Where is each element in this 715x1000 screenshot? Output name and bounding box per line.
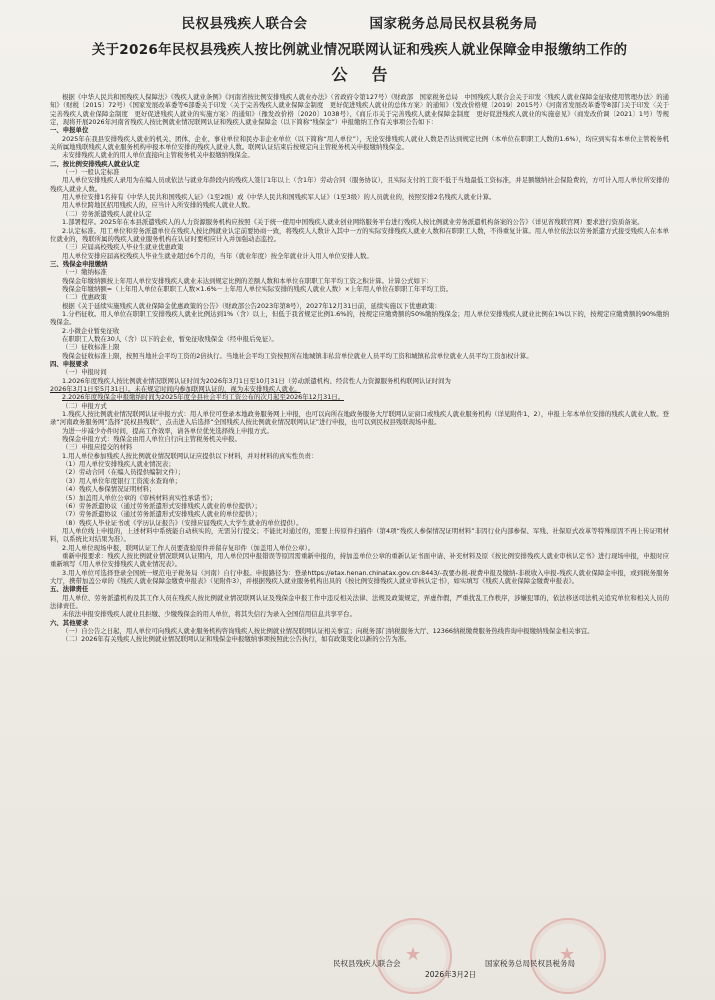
paragraph: 为进一步减少办件时间，提高工作效率，请各单位优先选择线上申报方式。 xyxy=(62,426,273,435)
paragraph: （二）申报方式 xyxy=(62,401,107,410)
issuers-line xyxy=(50,12,669,32)
paragraph: 2025年在我县安排残疾人就业的机关、团体、企业、事业单位和民办非企业单位（以下简称“用人单位”），无论安排残疾人就业人数是否达到规定比例（本单位在职职工人数的1.6%），均应到实有本单位主管税务机关所属地残联残疾人就业服务机构申报本单位安排的残疾人就业人数。联网认证结束后按规定向主管税务机关申报缴纳残保金。 xyxy=(50,134,669,152)
paragraph: 根据《关于延续实施残疾人就业保障金优惠政策的公告》（财政部公告2023年第8号），2027年12月31日前，延续实施以下优惠政策： xyxy=(62,301,441,310)
paragraph: 残保金申报方式：残保金由用人单位自行向主管税务机关申报。 xyxy=(62,435,241,444)
paragraph: （4）残疾人参保情况证明材料； xyxy=(62,485,156,494)
section-heading: 二、按比例安排残疾人就业认定 xyxy=(50,159,140,168)
paragraph: 2.小微企业暂免征收 xyxy=(62,326,120,335)
paragraph: 1.部署程序。2025年在本县派遣残疾人的人力资源服务机构应按照《关于统一使用中国残疾人就业创业网络服务平台进行残疾人按比例就业劳务派遣机构备案的公告》（详见省残联官网）要求进行资质备案。 xyxy=(62,218,644,227)
paragraph: （一）自公告之日起，用人单位可向残疾人就业服务机构咨询残疾人按比例就业情况联网认证相关事宜；向税务部门纳税服务大厅、12366纳税缴费服务热线咨询申报缴纳残保金相关事宜。 xyxy=(62,627,594,635)
section-heading: 三、残保金申报缴纳 xyxy=(50,259,108,268)
paragraph: （5）加盖用人单位公章的《审核材料真实性承诺书》； xyxy=(62,493,217,502)
paragraph: （8）残疾人毕业证书或《学历认证报告》（安排应届残疾人大学生就业的单位提供）。 xyxy=(62,518,303,527)
paragraph: 2026年3月1日至5月31日）。未在规定时间内参加联网认证的，视为未安排残疾人就业。 xyxy=(50,385,301,394)
paragraph: 2.用人单位现场申报，联网认证工作人员要查验原件并留存复印件（加盖用人单位公章）。 xyxy=(62,543,315,552)
signature-org-right: 国家税务总局民权县税务局 xyxy=(485,959,575,968)
official-seal-right xyxy=(530,918,606,994)
paragraph: （三）征收标准上限 xyxy=(62,343,120,352)
paragraph: （三）申报应提交的材料 xyxy=(62,443,133,452)
paragraph: （一）申报时间 xyxy=(62,368,107,377)
paragraph: 重新申报要求：残疾人按比例就业情况联网认证期内，用人单位因申报错误等原因需重新申报的，持加盖单位公章的重新认证书面申请、补充材料及原《按比例安排残疾人就业审核认定书》进行现场申报，申报时应重新填写《用人单位安排残疾人就业情况表》。 xyxy=(50,551,669,569)
notice-body xyxy=(50,93,669,644)
paragraph: 1.用人单位参加残疾人按比例就业情况联网认证应提供以下材料，并对材料的真实性负责： xyxy=(62,451,318,460)
paragraph: 残保金年缴纳额按上年用人单位安排残疾人就业未达到规定比例的差额人数和本单位在职职工年平均工资之积计算。计算公式如下： xyxy=(62,276,433,285)
signature-date: 2026年3月2日 xyxy=(425,970,477,979)
section-heading: 四、申报要求 xyxy=(50,360,89,368)
paragraph: （二）2026年有关残疾人按比例就业情况联网认证和残保金申报缴纳事项按照此公告执行，如有政策变化以新的公告为准。 xyxy=(62,635,411,644)
paragraph: 残保金征收标准上限，按照当地社会平均工资的2倍执行。当地社会平均工资按照所在地城镇非私营单位就业人员平均工资和城镇私营单位就业人员平均工资加权计算。 xyxy=(62,351,533,360)
paragraph: 未依法申报安排残疾人就业且拒缴、少缴残保金的用人单位，将其失信行为录入全国信用信息共享平台。 xyxy=(62,610,356,619)
paragraph: （二）劳务派遣残疾人就业认定 xyxy=(62,209,152,218)
paragraph: 2.认定标准。用工单位和劳务派遣单位在残疾人按比例就业认定前要协商一致，将残疾人人数计入其中一方的实际安排残疾人就业人数和在职职工人数，不得重复计算。用人单位依法以劳务派遣方式接受残疾人在本单位就业的，残联所属的残疾人就业服务机构在认证时要相应计入并加强动态监控。 xyxy=(50,226,669,243)
paragraph: （7）劳务派遣协议（通过劳务派遣形式安排残疾人就业的单位提供）； xyxy=(62,510,261,519)
paragraph: 2.2026年度残保金申报缴纳时间为2025年度全县社会平均工资公布的次月起至2026年12月31日。 xyxy=(62,393,345,402)
paragraph: （1）用人单位安排残疾人就业情况表； xyxy=(62,460,175,469)
paragraph: 用人单位线上申报的，上述材料中系统能自动核实的，无需另行提交；不能比对通过的，需要上传原件扫描件（第4项“残疾人参保情况证明材料”非因行业内部参保、军残、社保原式改革等特殊原因不再上传证明材料，以系统比对结果为准）。 xyxy=(50,526,669,544)
paragraph: 在职职工人数在30人（含）以下的企业，暂免征收残保金（经申报后免征）。 xyxy=(62,334,278,343)
paragraph: 3.用人单位可选择登录全国统一规范电子税务局（河南）自行申报。申报路径为：登录https://etax.henan.chinatax.gov.cn:8443/-我要办税-税费申报及缴纳-非税收入申报-残疾人就业保障金申报，或到税务服务大厅，携带加盖公章的《残疾人就业保障金缴费申报表》（见附件3），并根据残疾人就业服务机构出具的《按比例安排残疾人就业审核认定书》，如实填写《残疾人就业保障金缴费申报表》。 xyxy=(50,568,669,585)
issuer-left: 民权县残疾人联合会 xyxy=(181,16,308,32)
paragraph: （6）劳务派遣协议（通过劳务派遣形式安排残疾人就业的单位提供）； xyxy=(62,501,261,510)
paragraph: 残保金年缴纳额=（上年用人单位在职职工人数×1.6%－上年用人单位实际安排的残疾人就业人数）×上年用人单位在职职工年平均工资。 xyxy=(62,284,453,293)
official-seal-left xyxy=(376,918,452,994)
seal-star-icon: ★ xyxy=(559,944,576,965)
section-heading: 五、法律责任 xyxy=(50,585,89,594)
document-title: 关于2026年民权县残疾人按比例就业情况联网认证和残疾人就业保障金申报缴纳工作的 xyxy=(91,42,628,58)
paragraph: 根据《中华人民共和国残疾人保障法》《残疾人就业条例》《河南省按比例安排残疾人就业办法》（省政府令第127号）《财政部 国家税务总局 中国残疾人联合会关于印发〈残疾人就业保障金征收使用管理办法〉的通知》（财税〔2015〕72号）《国家发展改革委等6部委关于印发〈关于完善残疾人就业保障金制度 更好促进残疾人就业的总体方案〉的通知》（发改价格规〔2019〕2015号）《河南省发展改革委等8部门关于印发〈关于完善残疾人就业保障金制度 更好促进残疾人就业的实施方案〉的通知》（豫发改价格〔2020〕1038号）、《商丘市关于完善残疾人就业保障金制度 更好促进残疾人就业的实施意见》（商发改价调〔2021〕1号）等规定，现将开展2026年河南省残疾人按比例就业情况联网认证和残疾人就业保障金（以下简称“残保金”）申报缴纳工作有关事项公告如下： xyxy=(50,93,669,127)
paragraph: 1.残疾人按比例就业情况联网认证申报方式：用人单位可登录本地政务服务网上申报，也可以向所在地政务服务大厅联网认证窗口或残疾人就业服务机构（详见附件1、2），申报上年本单位安排的残疾人就业人数。登录“河南政务服务网”选择“民权县残联”，点击进入后选择“全国残疾人按比例就业情况联网认证”进行申报，也可以到民权县残联现场申报。 xyxy=(50,410,669,427)
paragraph: （一）缴纳标准 xyxy=(62,268,107,277)
paragraph: 用人单位、劳务派遣机构及其工作人员在残疾人按比例就业情况联网认证及残保金申报工作中违反相关法律、法规及政策规定，弄虚作假，严重扰乱工作秩序，涉嫌犯罪的，依法移送司法机关追究单位和相关人员的法律责任。 xyxy=(50,593,669,610)
paragraph: 1.分档征收。用人单位在职职工安排残疾人就业比例达到1%（含）以上，但低于我省规定比例1.6%的，按规定应缴费额的50%缴纳残保金；用人单位安排残疾人就业比例在1%以下的，按规定应缴费额的90%缴纳残保金。 xyxy=(50,309,669,327)
paragraph: （二）优惠政策 xyxy=(62,293,107,302)
paragraph: 未安排残疾人就业的用人单位直接向主管税务机关申报缴纳残保金。 xyxy=(62,151,254,160)
paragraph: 用人单位安排应届高校残疾人毕业生就业超过6个月的，当年（就业年度）按全年就业计入用人单位安排人数。 xyxy=(62,251,373,260)
issuer-right: 国家税务总局民权县税务局 xyxy=(369,16,538,32)
paragraph: 1.2026年度残疾人按比例就业情况联网认证时间为2026年3月1日至10月31日（劳动派遣机构、经营性人力资源服务机构联网认证时间为 xyxy=(62,376,451,385)
paragraph: 用人单位安排残疾人录用为在编人员或依法与就业年龄段内的残疾人签订1年以上（含1年）劳动合同（服务协议），且实际支付的工资不低于当地最低工资标准，并足额缴纳社会保险费的，方可计入用人单位所安排的残疾人就业人数。 xyxy=(50,176,669,193)
section-heading: 六、其他要求 xyxy=(50,618,89,627)
seal-star-icon: ★ xyxy=(405,944,422,965)
paragraph: 用人单位安排1名持有《中华人民共和国残疾人证》（1至2级）或《中华人民共和国残疾军人证》（1至3级）的人员就业的，按照安排2名残疾人就业计算。 xyxy=(62,193,496,202)
document-subtitle: 公告 xyxy=(331,65,412,84)
section-heading: 一、申报单位 xyxy=(50,126,89,135)
paragraph: 用人单位跨地区招用残疾人的，应当计入所安排的残疾人就业人数。 xyxy=(62,201,254,210)
paragraph: （一）一般认定标准 xyxy=(62,168,120,177)
signature-org-left: 民权县残疾人联合会 xyxy=(333,959,401,968)
paragraph: （三）应届高校残疾人毕业生就业优惠政策 xyxy=(62,243,184,252)
paragraph: （2）劳动合同（在编人员提供编制文件）； xyxy=(62,468,185,477)
paragraph: （3）用人单位年度银行工资流水查询单； xyxy=(62,476,182,485)
